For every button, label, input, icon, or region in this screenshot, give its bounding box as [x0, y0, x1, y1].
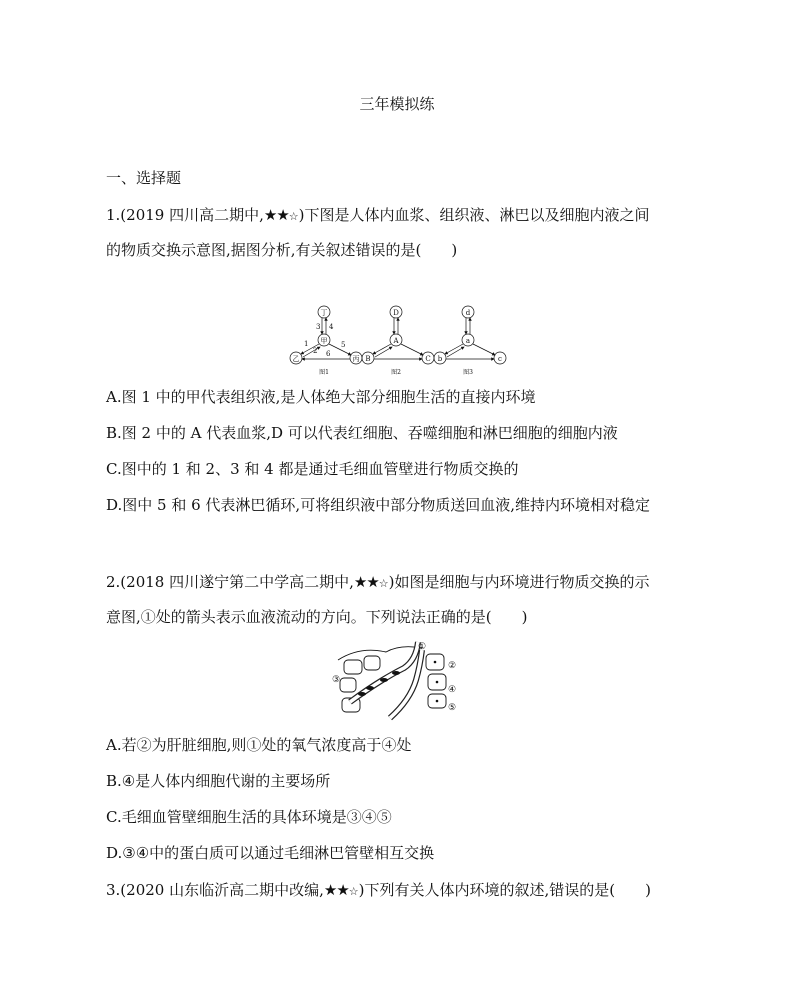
arrow-num-6: 6 [326, 350, 331, 358]
fig3-top-label: d [465, 309, 471, 317]
question-1-stem-line1 [106, 205, 650, 227]
question-1-figure [282, 302, 512, 382]
fig1-right-label: 丙 [352, 355, 360, 363]
figure-2-diagram [362, 306, 434, 376]
fig3-center-label: a [465, 337, 471, 345]
figure-3-diagram [434, 306, 506, 376]
fig2-center-label: A [393, 337, 399, 345]
arrow-num-1: 1 [304, 340, 309, 348]
page-title: 三年模拟练 [359, 95, 435, 113]
half-star-icon: ☆ [288, 210, 299, 223]
question-2-figure [330, 640, 470, 722]
cell-nucleus [436, 700, 439, 703]
fig1-caption: 图1 [319, 369, 329, 376]
fig3-caption: 图3 [463, 369, 473, 376]
tissue-cell [344, 660, 362, 674]
tissue-cell [364, 656, 380, 670]
lymph-vessel [390, 650, 422, 718]
cell-outline [338, 647, 422, 660]
blood-cell [366, 686, 374, 690]
label-3: ③ [332, 675, 341, 685]
arrow-num-4: 4 [329, 323, 334, 331]
cell-nucleus [434, 661, 437, 664]
blood-cell [358, 692, 366, 696]
question-2-stem-line1 [106, 572, 650, 594]
fig1-center-label: 甲 [320, 337, 328, 345]
question-1-option-a: A.图 1 中的甲代表组织液,是人体绝大部分细胞生活的直接内环境 [106, 388, 536, 406]
label-4: ④ [448, 685, 457, 695]
arrow-num-3: 3 [316, 323, 321, 331]
question-3-stem: )下列有关人体内环境的叙述,错误的是( ) [358, 881, 651, 899]
question-1-option-c: C.图中的 1 和 2、3 和 4 都是通过毛细血管壁进行物质交换的 [106, 460, 519, 478]
question-2-option-d: D.③④中的蛋白质可以通过毛细淋巴管壁相互交换 [106, 844, 435, 862]
cell-nucleus [436, 681, 439, 684]
tissue-cell [340, 678, 356, 692]
question-1-stem: )下图是人体内血浆、组织液、淋巴以及细胞内液之间 [298, 206, 650, 224]
question-2-option-b: B.④是人体内细胞代谢的主要场所 [106, 772, 331, 790]
section-heading: 一、选择题 [106, 169, 182, 187]
question-1-option-d: D.图中 5 和 6 代表淋巴循环,可将组织液中部分物质送回血液,维持内环境相对稳定 [106, 496, 650, 514]
question-1-option-b: B.图 2 中的 A 代表血浆,D 可以代表红细胞、吞噬细胞和淋巴细胞的细胞内液 [106, 424, 618, 442]
question-1-stem-line2: 的物质交换示意图,据图分析,有关叙述错误的是( ) [106, 241, 458, 259]
label-1: ① [418, 642, 427, 652]
question-2-source: 2.(2018 四川遂宁第二中学高二期中, [106, 573, 354, 591]
fig1-top-label: 丁 [320, 309, 328, 317]
difficulty-stars: ★★ [263, 206, 289, 224]
half-star-icon: ☆ [348, 885, 359, 898]
fig3-right-label: c [498, 355, 502, 363]
question-1-source: 1.(2019 四川高二期中, [106, 206, 264, 224]
question-3-source: 3.(2020 山东临沂高二期中改编, [106, 881, 324, 899]
fig2-left-label: B [365, 355, 371, 363]
difficulty-stars: ★★ [323, 881, 349, 899]
blood-cell [392, 671, 400, 675]
question-3-stem-line1 [106, 880, 651, 902]
difficulty-stars: ★★ [353, 573, 379, 591]
fig2-caption: 图2 [391, 369, 401, 376]
fig2-right-label: C [425, 355, 431, 363]
fig1-left-label: 乙 [292, 355, 300, 363]
question-2-option-c: C.毛细血管壁细胞生活的具体环境是③④⑤ [106, 808, 392, 826]
question-2-stem-line2: 意图,①处的箭头表示血液流动的方向。下列说法正确的是( ) [106, 608, 528, 626]
question-2-option-a: A.若②为肝脏细胞,则①处的氧气浓度高于④处 [106, 736, 412, 754]
half-star-icon: ☆ [378, 577, 389, 590]
arrow-num-5: 5 [341, 341, 346, 349]
arrow-num-2: 2 [313, 347, 318, 355]
question-2-stem: )如图是细胞与内环境进行物质交换的示 [388, 573, 650, 591]
fig2-top-label: D [393, 309, 399, 317]
fig3-left-label: b [437, 355, 443, 363]
label-2: ② [448, 661, 457, 671]
label-5: ⑤ [448, 703, 457, 713]
blood-cell [380, 678, 388, 682]
